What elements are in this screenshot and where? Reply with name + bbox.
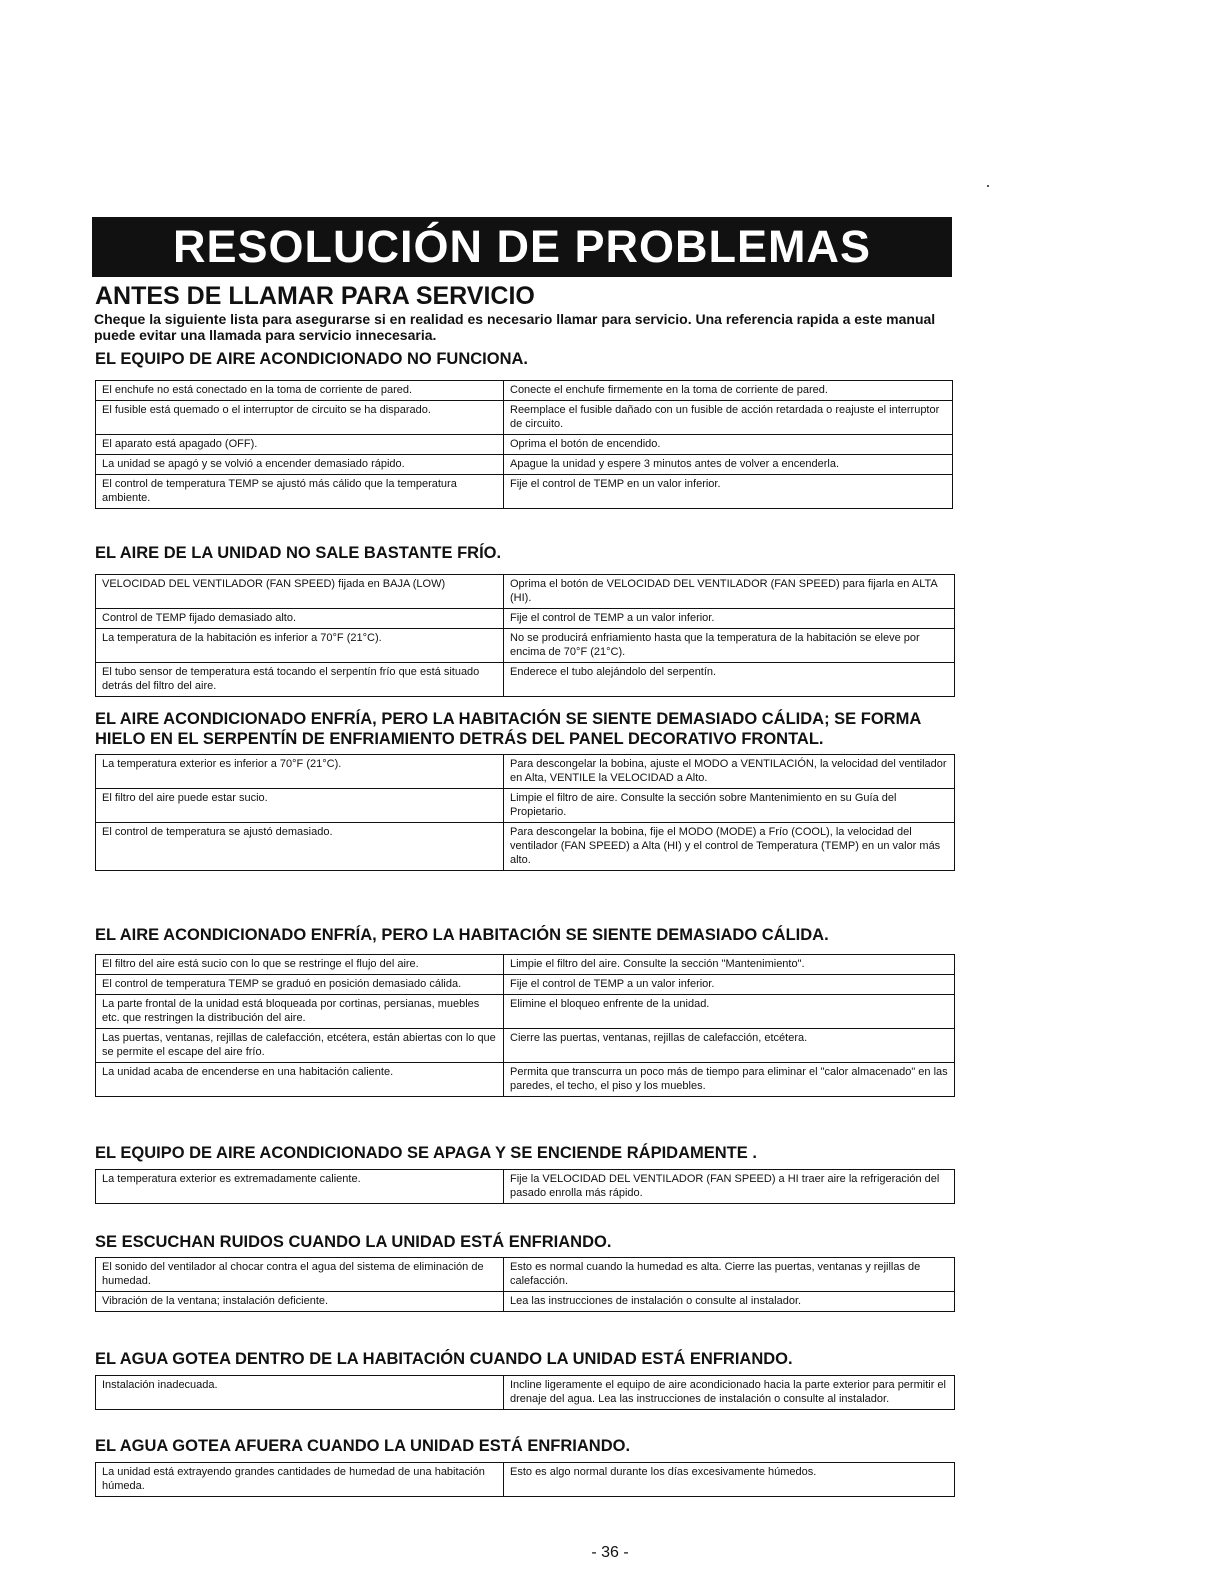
table-row — [96, 1258, 955, 1292]
table-row — [96, 789, 955, 823]
solution-cell: Permita que transcurra un poco más de tiempo para eliminar el "calor almacenado" en las paredes, el techo, el piso y los muebles. — [504, 1063, 955, 1097]
problem-cell: La temperatura exterior es inferior a 70°F (21°C). — [96, 755, 504, 789]
problem-cell: La temperatura de la habitación es inferior a 70°F (21°C). — [96, 629, 504, 663]
solution-cell: Fije el control de TEMP en un valor inferior. — [504, 475, 953, 509]
page-title: RESOLUCIÓN DE PROBLEMAS — [172, 221, 872, 272]
table-row — [96, 1376, 955, 1410]
problem-cell: El filtro del aire puede estar sucio. — [96, 789, 504, 823]
solution-cell: No se producirá enfriamiento hasta que la temperatura de la habitación se eleve por encima de 70°F (21°C). — [504, 629, 955, 663]
table-row — [96, 975, 955, 995]
problem-cell: El enchufe no está conectado en la toma de corriente de pared. — [96, 381, 504, 401]
troubleshooting-table — [95, 1462, 955, 1497]
section-title: EL EQUIPO DE AIRE ACONDICIONADO SE APAGA Y SE ENCIENDE RÁPIDAMENTE . — [95, 1144, 757, 1162]
section-title: SE ESCUCHAN RUIDOS CUANDO LA UNIDAD ESTÁ ENFRIANDO. — [95, 1233, 612, 1251]
troubleshooting-table — [95, 754, 955, 871]
solution-cell: Cierre las puertas, ventanas, rejillas de calefacción, etcétera. — [504, 1029, 955, 1063]
table-row — [96, 609, 955, 629]
problem-cell: El tubo sensor de temperatura está tocando el serpentín frío que está situado detrás del filtro del aire. — [96, 663, 504, 697]
section-title: EL AIRE ACONDICIONADO ENFRÍA, PERO LA HABITACIÓN SE SIENTE DEMASIADO CÁLIDA. — [95, 926, 829, 944]
solution-cell: Apague la unidad y espere 3 minutos antes de volver a encenderla. — [504, 455, 953, 475]
solution-cell: Oprima el botón de encendido. — [504, 435, 953, 455]
table-row — [96, 755, 955, 789]
scan-speck — [987, 185, 989, 187]
problem-cell: El filtro del aire está sucio con lo que se restringe el flujo del aire. — [96, 955, 504, 975]
problem-cell: La parte frontal de la unidad está bloqueada por cortinas, persianas, muebles etc. que restringen la distribución del aire. — [96, 995, 504, 1029]
problem-cell: Vibración de la ventana; instalación deficiente. — [96, 1292, 504, 1312]
problem-cell: El control de temperatura TEMP se graduó en posición demasiado cálida. — [96, 975, 504, 995]
problem-cell: La unidad está extrayendo grandes cantidades de humedad de una habitación húmeda. — [96, 1463, 504, 1497]
table-row — [96, 1063, 955, 1097]
problem-cell: El fusible está quemado o el interruptor de circuito se ha disparado. — [96, 401, 504, 435]
solution-cell: Fije el control de TEMP a un valor inferior. — [504, 975, 955, 995]
troubleshooting-table — [95, 1169, 955, 1204]
solution-cell: Conecte el enchufe firmemente en la toma de corriente de pared. — [504, 381, 953, 401]
table-row — [96, 455, 953, 475]
problem-cell: El aparato está apagado (OFF). — [96, 435, 504, 455]
problem-cell: La unidad acaba de encenderse en una habitación caliente. — [96, 1063, 504, 1097]
page-number: - 36 - — [591, 1544, 629, 1561]
solution-cell: Fije el control de TEMP a un valor inferior. — [504, 609, 955, 629]
problem-cell: Instalación inadecuada. — [96, 1376, 504, 1410]
solution-cell: Para descongelar la bobina, fije el MODO (MODE) a Frío (COOL), la velocidad del ventilador (FAN SPEED) a Alta (HI) y el control de Temperatura (TEMP) en un valor más alto. — [504, 823, 955, 871]
problem-cell: La temperatura exterior es extremadamente caliente. — [96, 1170, 504, 1204]
table-row — [96, 995, 955, 1029]
problem-cell: Control de TEMP fijado demasiado alto. — [96, 609, 504, 629]
table-row — [96, 629, 955, 663]
section-title: EL AIRE DE LA UNIDAD NO SALE BASTANTE FRÍO. — [95, 544, 502, 562]
troubleshooting-table — [95, 574, 955, 697]
solution-cell: Fije la VELOCIDAD DEL VENTILADOR (FAN SPEED) a HI traer aire la refrigeración del pasado enrolla más rápido. — [504, 1170, 955, 1204]
table-row — [96, 475, 953, 509]
table-row — [96, 435, 953, 455]
table-row — [96, 1029, 955, 1063]
solution-cell: Oprima el botón de VELOCIDAD DEL VENTILADOR (FAN SPEED) para fijarla en ALTA (HI). — [504, 575, 955, 609]
problem-cell: VELOCIDAD DEL VENTILADOR (FAN SPEED) fijada en BAJA (LOW) — [96, 575, 504, 609]
section-title: EL AGUA GOTEA DENTRO DE LA HABITACIÓN CUANDO LA UNIDAD ESTÁ ENFRIANDO. — [95, 1350, 793, 1368]
troubleshooting-table — [95, 954, 955, 1097]
table-row — [96, 663, 955, 697]
troubleshooting-table — [95, 380, 953, 509]
table-row — [96, 1463, 955, 1497]
problem-cell: Las puertas, ventanas, rejillas de calefacción, etcétera, están abiertas con lo que se permite el escape del aire frío. — [96, 1029, 504, 1063]
section-title: EL AIRE ACONDICIONADO ENFRÍA, PERO LA HABITACIÓN SE SIENTE DEMASIADO CÁLIDA; SE FORMA HIELO EN EL SERPENTÍN DE ENFRIAMIENTO DETRÁS DEL PANEL DECORATIVO FRONTAL. — [95, 710, 921, 748]
table-row — [96, 575, 955, 609]
table-row — [96, 381, 953, 401]
solution-cell: Limpie el filtro de aire. Consulte la sección sobre Mantenimiento en su Guía del Propietario. — [504, 789, 955, 823]
section-title: EL AGUA GOTEA AFUERA CUANDO LA UNIDAD ESTÁ ENFRIANDO. — [95, 1437, 631, 1455]
troubleshooting-table — [95, 1375, 955, 1410]
solution-cell: Esto es algo normal durante los días excesivamente húmedos. — [504, 1463, 955, 1497]
table-row — [96, 823, 955, 871]
solution-cell: Reemplace el fusible dañado con un fusible de acción retardada o reajuste el interruptor de circuito. — [504, 401, 953, 435]
solution-cell: Lea las instrucciones de instalación o consulte al instalador. — [504, 1292, 955, 1312]
problem-cell: El control de temperatura TEMP se ajustó más cálido que la temperatura ambiente. — [96, 475, 504, 509]
solution-cell: Esto es normal cuando la humedad es alta. Cierre las puertas, ventanas y rejillas de calefacción. — [504, 1258, 955, 1292]
solution-cell: Limpie el filtro del aire. Consulte la sección "Mantenimiento". — [504, 955, 955, 975]
table-row — [96, 1170, 955, 1204]
troubleshooting-table — [95, 1257, 955, 1312]
solution-cell: Enderece el tubo alejándolo del serpentín. — [504, 663, 955, 697]
table-row — [96, 1292, 955, 1312]
section-title: EL EQUIPO DE AIRE ACONDICIONADO NO FUNCIONA. — [95, 350, 528, 368]
title-banner — [92, 217, 952, 277]
intro-text: Cheque la siguiente lista para asegurarse si en realidad es necesario llamar para servicio. Una referencia rapida a este manual puede evitar una llamada para servicio innecesaria. — [94, 311, 936, 343]
problem-cell: El sonido del ventilador al chocar contra el agua del sistema de eliminación de humedad. — [96, 1258, 504, 1292]
problem-cell: La unidad se apagó y se volvió a encender demasiado rápido. — [96, 455, 504, 475]
table-row — [96, 401, 953, 435]
table-row — [96, 955, 955, 975]
main-heading: ANTES DE LLAMAR PARA SERVICIO — [95, 282, 535, 310]
solution-cell: Elimine el bloqueo enfrente de la unidad. — [504, 995, 955, 1029]
solution-cell: Para descongelar la bobina, ajuste el MODO a VENTILACIÓN, la velocidad del ventilador en Alta, VENTILE la VELOCIDAD a Alto. — [504, 755, 955, 789]
solution-cell: Incline ligeramente el equipo de aire acondicionado hacia la parte exterior para permitir el drenaje del agua. Lea las instrucciones de instalación o consulte al instalador. — [504, 1376, 955, 1410]
problem-cell: El control de temperatura se ajustó demasiado. — [96, 823, 504, 871]
